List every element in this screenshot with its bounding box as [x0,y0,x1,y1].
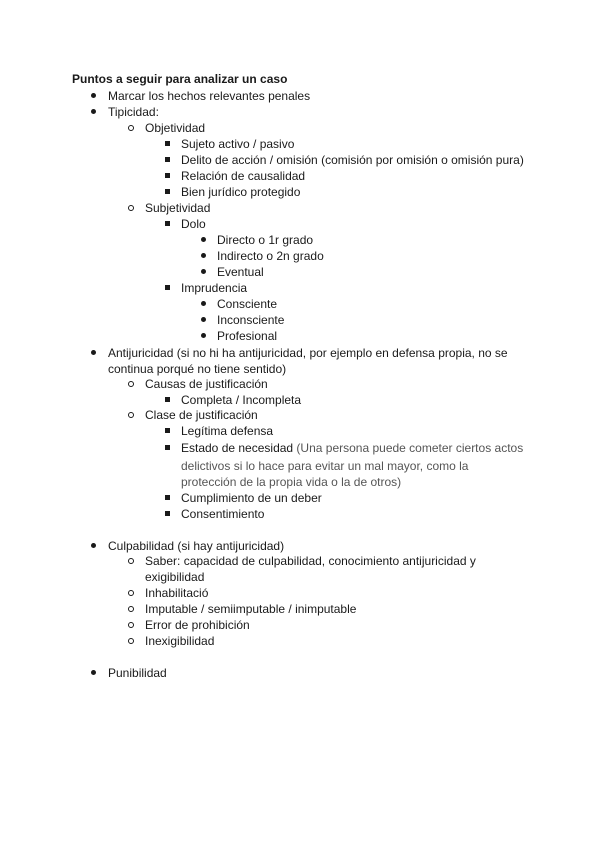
bullet-square-icon [160,216,174,232]
list-item: Consciente [217,297,278,311]
list-item-note-continuation: delictivos si lo hace para evitar un mal mayor, como la [181,459,469,473]
list-item [181,440,523,456]
list-item: Saber: capacidad de culpabilidad, conocimiento antijuricidad y [145,554,476,568]
bullet-square-icon [160,440,174,456]
bullet-disc-icon [196,296,210,312]
list-item: Profesional [217,329,278,343]
bullet-disc-icon [196,328,210,344]
bullet-circle-icon [124,120,138,136]
bullet-circle-icon [124,553,138,569]
list-item: Error de prohibición [145,618,250,632]
list-item-continuation: continua porqué no tiene sentido) [108,362,287,376]
list-item: Tipicidad: [108,105,159,119]
list-item: Culpabilidad (si hay antijuricidad) [108,539,285,553]
bullet-square-icon [160,184,174,200]
bullet-disc-icon [86,538,100,554]
list-item: Eventual [217,265,264,279]
list-item: Imputable / semiimputable / inimputable [145,602,357,616]
bullet-circle-icon [124,601,138,617]
list-item: Objetividad [145,121,206,135]
list-item-note: (Una persona puede cometer ciertos actos [296,441,524,455]
bullet-circle-icon [124,407,138,423]
list-item: Marcar los hechos relevantes penales [108,89,311,103]
list-item-continuation: exigibilidad [145,570,205,584]
list-item: Consentimiento [181,507,265,521]
list-item: Causas de justificación [145,377,268,391]
list-item: Relación de causalidad [181,169,306,183]
bullet-disc-icon [86,345,100,361]
list-item: Sujeto activo / pasivo [181,137,295,151]
bullet-circle-icon [124,633,138,649]
bullet-square-icon [160,280,174,296]
bullet-disc-icon [196,232,210,248]
list-item: Clase de justificación [145,408,258,422]
bullet-square-icon [160,168,174,184]
list-item: Inhabilitació [145,586,209,600]
bullet-square-icon [160,490,174,506]
list-item: Cumplimiento de un deber [181,491,322,505]
list-item: Inconsciente [217,313,285,327]
bullet-circle-icon [124,617,138,633]
list-item: Dolo [181,217,206,231]
list-item: Imprudencia [181,281,248,295]
document-title: Puntos a seguir para analizar un caso [72,72,288,86]
list-item-note-continuation: protección de la propia vida o la de otros) [181,475,402,489]
list-item: Subjetividad [145,201,211,215]
bullet-square-icon [160,152,174,168]
list-item: Delito de acción / omisión (comisión por omisión o omisión pura) [181,153,524,167]
bullet-disc-icon [196,264,210,280]
list-item: Antijuricidad (si no hi ha antijuricidad, por ejemplo en defensa propia, no se [108,346,508,360]
list-item: Punibilidad [108,666,167,680]
list-item: Legítima defensa [181,424,274,438]
list-item: Indirecto o 2n grado [217,249,324,263]
list-item: Directo o 1r grado [217,233,314,247]
bullet-disc-icon [196,248,210,264]
bullet-square-icon [160,423,174,439]
bullet-square-icon [160,136,174,152]
bullet-disc-icon [86,88,100,104]
bullet-disc-icon [196,312,210,328]
bullet-square-icon [160,392,174,408]
list-item-label: Estado de necesidad [181,441,297,455]
list-item: Inexigibilidad [145,634,215,648]
bullet-square-icon [160,506,174,522]
bullet-circle-icon [124,376,138,392]
bullet-disc-icon [86,104,100,120]
list-item: Bien jurídico protegido [181,185,301,199]
list-item: Completa / Incompleta [181,393,302,407]
bullet-circle-icon [124,200,138,216]
bullet-disc-icon [86,665,100,681]
bullet-circle-icon [124,585,138,601]
